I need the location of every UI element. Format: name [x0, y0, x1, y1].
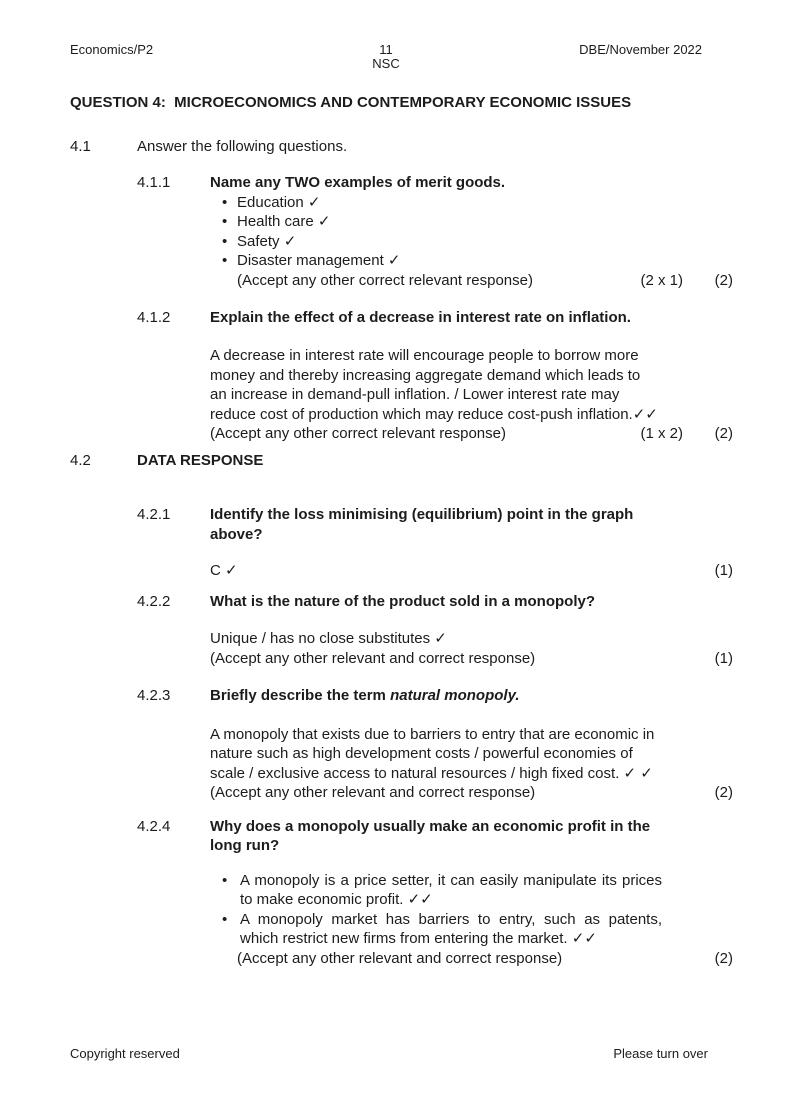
document-code: Economics/P2 [70, 42, 154, 57]
section-number: 4.1 [70, 137, 91, 155]
question-number: 4.1.1 [137, 174, 171, 191]
question-number: 4.2.3 [137, 687, 171, 704]
question-title: QUESTION 4: MICROECONOMICS AND CONTEMPORARY ECONOMIC ISSUES [70, 94, 632, 111]
question-4-2-2 [0, 592, 787, 612]
answer-marks-line [210, 561, 733, 581]
question-number: 4.2.2 [137, 592, 171, 610]
answer-paragraph: A monopoly that exists due to barriers to entry that are economic in nature such as high development costs / powerful economies of scale / exclusive access to natural resources / high fixed cost. ✓ ✓ [210, 725, 655, 782]
question-text [210, 686, 670, 706]
accept-note: (Accept any other correct relevant response) [237, 271, 533, 289]
answer-bullet-item: • A monopoly is a price setter, it can easily manipulate its prices to make economic profit. ✓✓ [210, 871, 662, 910]
answer-bullet-list [210, 871, 787, 949]
question-4-1-1 [0, 173, 787, 193]
page-number: 11 [379, 42, 393, 57]
answer-text: C ✓ [210, 561, 238, 579]
section-heading: DATA RESPONSE [137, 451, 264, 469]
question-term-italic: natural monopoly. [390, 687, 520, 704]
section-4-2 [0, 451, 787, 471]
accept-marks-line [210, 649, 733, 669]
answer-bullet-item: • Education ✓ [210, 193, 787, 213]
question-4-2-1 [0, 505, 787, 544]
question-4-2-3 [0, 686, 787, 706]
answer-bullet-list [0, 193, 787, 271]
answer-bullet-item: • Safety ✓ [210, 232, 787, 252]
question-text: Name any TWO examples of merit goods. [210, 174, 506, 191]
accept-note: (Accept any other relevant and correct response) [210, 784, 536, 801]
accept-marks-line [210, 783, 733, 803]
mark-total: (2) [714, 949, 733, 967]
copyright-note: Copyright reserved [70, 1046, 180, 1061]
turn-over-note: Please turn over [613, 1046, 708, 1061]
answer-text: Unique / has no close substitutes ✓ [210, 630, 447, 647]
question-text: Why does a monopoly usually make an economic profit in the long run? [210, 817, 651, 854]
accept-note: (Accept any other correct relevant response) [210, 425, 506, 442]
question-number: 4.2.4 [137, 817, 171, 835]
question-number: 4.1.2 [137, 308, 171, 326]
accept-marks-line [237, 949, 733, 969]
answer-bullet-item: • Disaster management ✓ [210, 251, 787, 271]
answer-paragraph: A decrease in interest rate will encourage people to borrow more money and thereby increasing aggregate demand which leads to an increase in demand-pull inflation. / Lower interest rate may reduce cost of production which may reduce cost-push inflation.✓✓ [210, 347, 658, 423]
accept-note: (Accept any other relevant and correct response) [237, 949, 563, 967]
exam-reference: DBE/November 2022 [579, 42, 703, 57]
section-4-1 [0, 137, 787, 157]
section-number: 4.2 [70, 451, 91, 469]
question-text: Identify the loss minimising (equilibrium) point in the graph above? [210, 506, 634, 543]
mark-total: (1) [714, 649, 733, 667]
mark-total: (2) [714, 271, 733, 289]
nsc-label: NSC [372, 56, 400, 71]
question-4-2-4 [0, 817, 787, 856]
mark-calculation: (1 x 2) [640, 425, 683, 442]
page-subheader [0, 57, 787, 71]
question-text-prefix: Briefly describe the term [210, 687, 391, 704]
accept-marks-line [237, 271, 733, 291]
question-text: What is the nature of the product sold in a monopoly? [210, 592, 595, 610]
question-4-1-2 [0, 308, 787, 328]
question-text: Explain the effect of a decrease in interest rate on inflation. [210, 308, 631, 326]
section-intro: Answer the following questions. [137, 137, 348, 155]
mark-calculation: (2 x 1) [640, 271, 683, 289]
mark-total: (1) [714, 561, 733, 579]
answer-bullet-item: • A monopoly market has barriers to entry, such as patents, which restrict new firms from entering the market. ✓✓ [210, 910, 662, 949]
answer-bullet-item: • Health care ✓ [210, 212, 787, 232]
mark-total: (2) [714, 425, 733, 442]
accept-marks-line [210, 424, 733, 444]
mark-total: (2) [714, 784, 733, 801]
page-header [0, 0, 787, 57]
accept-note: (Accept any other relevant and correct response) [210, 649, 536, 667]
question-number: 4.2.1 [137, 506, 171, 523]
